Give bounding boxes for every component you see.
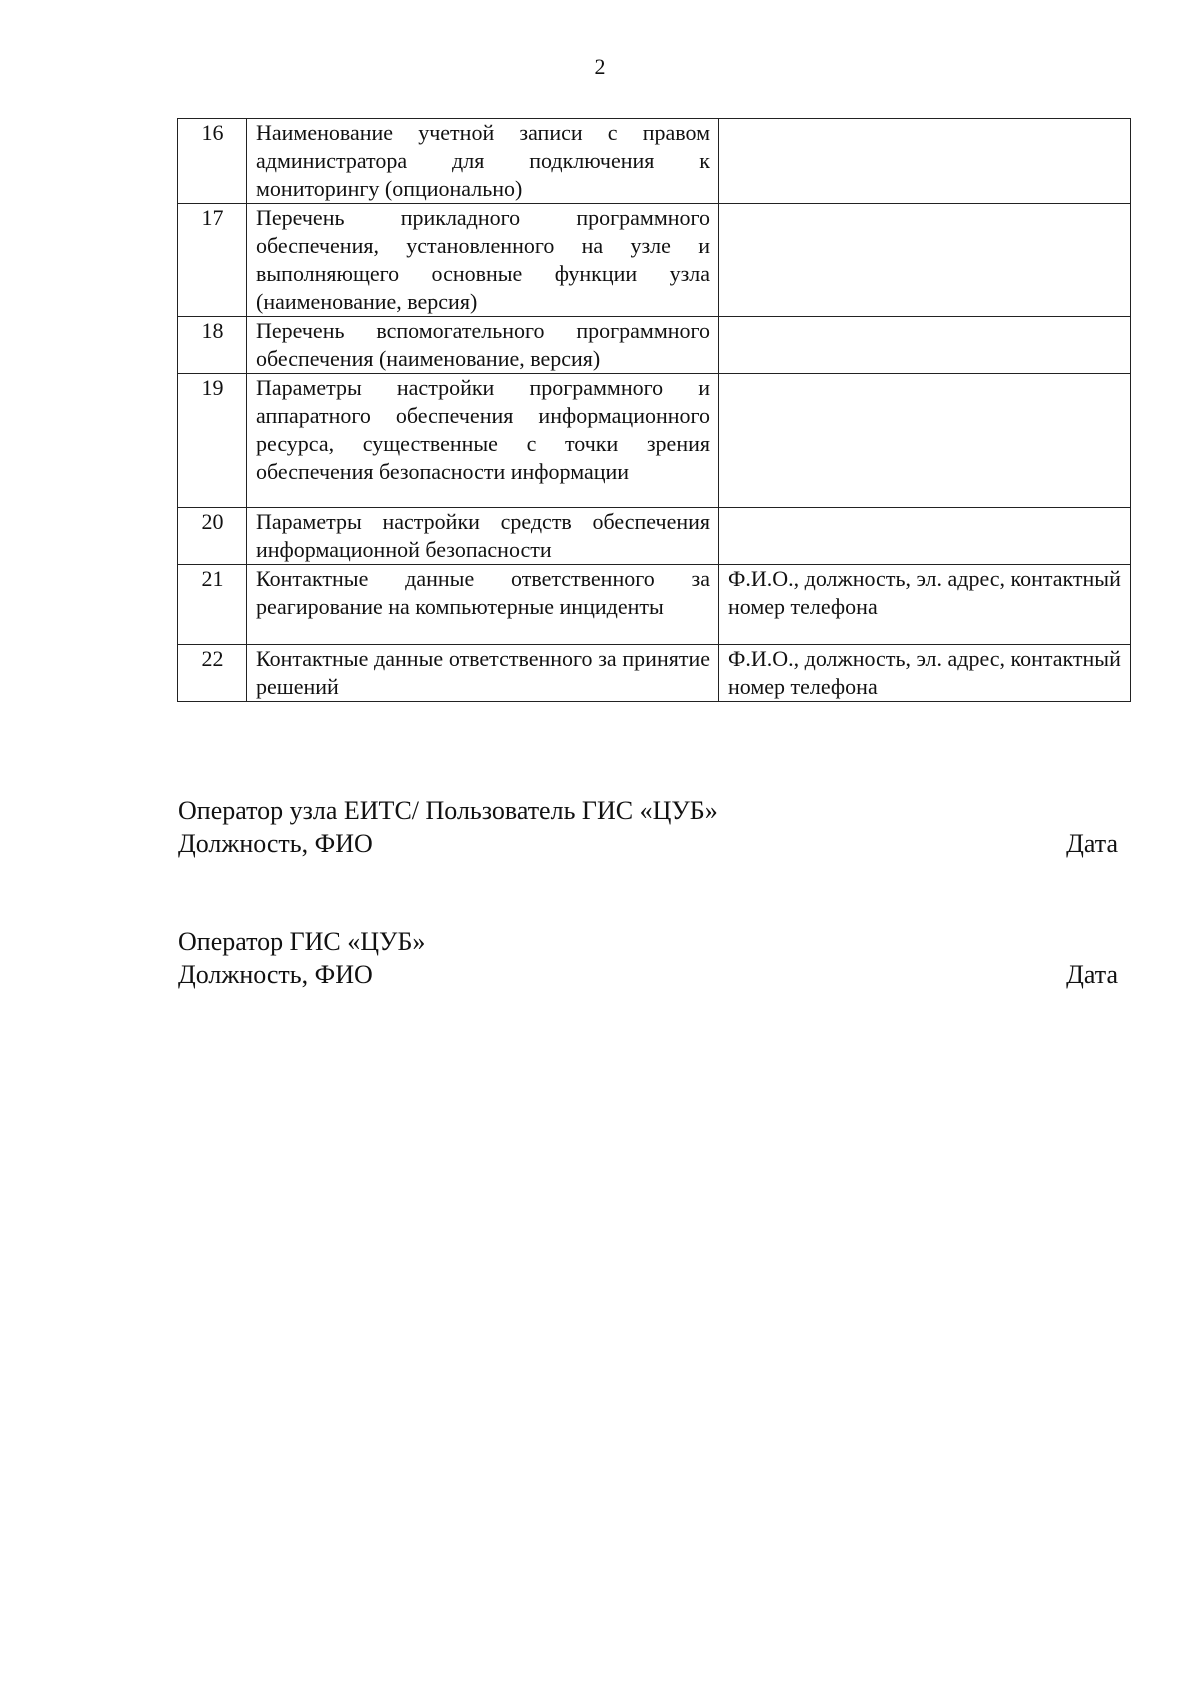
row-number: 16 bbox=[178, 119, 247, 204]
parameter-value bbox=[719, 317, 1131, 374]
signature-title: Оператор ГИС «ЦУБ» bbox=[178, 927, 426, 956]
row-number: 20 bbox=[178, 508, 247, 565]
signature-block-node-operator bbox=[178, 794, 1118, 860]
parameter-value: Ф.И.О., должность, эл. адрес, контактный номер телефона bbox=[719, 645, 1131, 702]
parameter-name: Параметры настройки программного и аппаратного обеспечения информационного ресурса, существенные с точки зрения обеспечения безопасности информации bbox=[247, 374, 719, 508]
table-row bbox=[178, 508, 1131, 565]
parameter-name: Контактные данные ответственного за реагирование на компьютерные инциденты bbox=[247, 565, 719, 645]
position-name-label: Должность, ФИО bbox=[178, 829, 373, 858]
table-row bbox=[178, 374, 1131, 508]
table-row bbox=[178, 317, 1131, 374]
parameter-name: Параметры настройки средств обеспечения информационной безопасности bbox=[247, 508, 719, 565]
parameters-table bbox=[177, 118, 1131, 702]
parameter-name: Перечень прикладного программного обеспечения, установленного на узле и выполняющего основные функции узла (наименование, версия) bbox=[247, 204, 719, 317]
parameter-value bbox=[719, 204, 1131, 317]
signature-title: Оператор узла ЕИТС/ Пользователь ГИС «ЦУБ» bbox=[178, 796, 718, 825]
table-row bbox=[178, 565, 1131, 645]
parameter-name: Контактные данные ответственного за принятие решений bbox=[247, 645, 719, 702]
table-row bbox=[178, 645, 1131, 702]
signature-block-gis-operator bbox=[178, 925, 1118, 991]
row-number: 21 bbox=[178, 565, 247, 645]
parameter-value bbox=[719, 374, 1131, 508]
row-number: 22 bbox=[178, 645, 247, 702]
date-label: Дата bbox=[1066, 829, 1118, 858]
position-name-label: Должность, ФИО bbox=[178, 960, 373, 989]
table-row bbox=[178, 204, 1131, 317]
row-number: 18 bbox=[178, 317, 247, 374]
row-number: 19 bbox=[178, 374, 247, 508]
page-number: 2 bbox=[594, 54, 606, 79]
table-row bbox=[178, 119, 1131, 204]
signature-line bbox=[178, 958, 1118, 991]
parameter-value bbox=[719, 119, 1131, 204]
parameter-name: Наименование учетной записи с правом администратора для подключения к мониторингу (опционально) bbox=[247, 119, 719, 204]
date-label: Дата bbox=[1066, 960, 1118, 989]
signature-line bbox=[178, 827, 1118, 860]
parameter-value bbox=[719, 508, 1131, 565]
row-number: 17 bbox=[178, 204, 247, 317]
parameter-value: Ф.И.О., должность, эл. адрес, контактный номер телефона bbox=[719, 565, 1131, 645]
parameter-name: Перечень вспомогательного программного обеспечения (наименование, версия) bbox=[247, 317, 719, 374]
